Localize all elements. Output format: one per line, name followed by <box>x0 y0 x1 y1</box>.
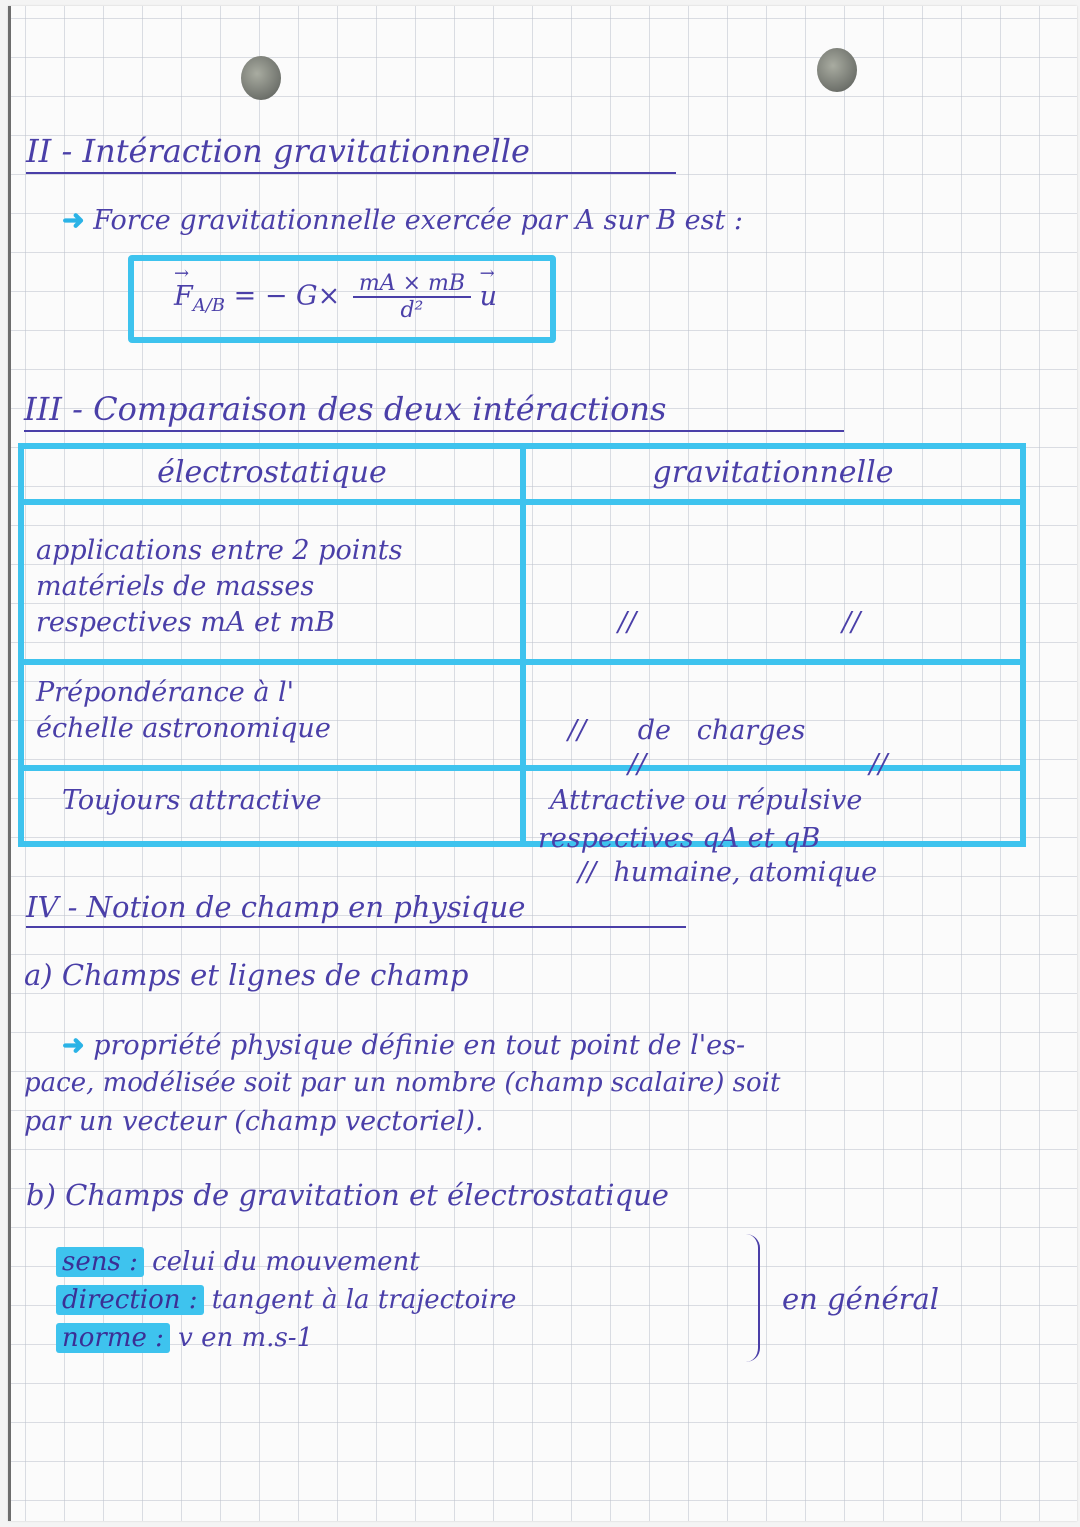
cell-line: // humaine, atomique <box>578 857 878 888</box>
punch-hole-right <box>817 48 857 92</box>
cell-line: // // <box>628 749 888 780</box>
cell-line: matériels de masses <box>36 571 315 602</box>
highlight-label: sens : <box>56 1247 144 1277</box>
section-2-intro <box>62 205 743 236</box>
cell-line: respectives mA et mB <box>36 607 335 638</box>
cell-line: // de charges <box>568 715 806 746</box>
formula-box <box>128 255 556 343</box>
subsection-b-title: b) Champs de gravitation et électrostatique <box>26 1178 669 1212</box>
property-direction <box>56 1285 516 1315</box>
arrow-right-icon: ➜ <box>62 205 85 236</box>
cell-line: applications entre 2 points <box>36 535 403 566</box>
intro-text: Force gravitationnelle exercée par A sur B est : <box>93 205 743 236</box>
definition-line-2: pace, modélisée soit par un nombre (champ scalaire) soit <box>24 1068 781 1098</box>
brace-note: en général <box>782 1282 940 1316</box>
curly-brace-icon <box>740 1234 760 1362</box>
cell-line: Attractive ou répulsive <box>550 785 863 816</box>
cell-line: // // <box>618 607 861 638</box>
comparison-table <box>18 443 1026 888</box>
force-vector: → F <box>174 281 193 312</box>
cell-line: respectives qA et qB <box>538 823 821 854</box>
section-2-title: II - Intéraction gravitationnelle <box>26 132 676 174</box>
section-3-title: III - Comparaison des deux intéractions <box>24 390 844 432</box>
table-header-electrostatic: électrostatique <box>24 449 526 505</box>
numerator: mA × mB <box>353 271 471 298</box>
cell-line: Prépondérance à l' <box>36 677 295 708</box>
property-sens <box>56 1247 420 1277</box>
definition-line-3: par un vecteur (champ vectoriel). <box>24 1106 484 1137</box>
subsection-a-title: a) Champs et lignes de champ <box>24 958 469 992</box>
gravitational-force-formula <box>174 271 497 323</box>
property-text: celui du mouvement <box>152 1247 420 1277</box>
unit-vector: → u <box>480 281 497 312</box>
table-cell <box>24 505 526 665</box>
property-norme <box>56 1323 313 1353</box>
cell-line: échelle astronomique <box>36 713 331 744</box>
table-cell <box>24 665 526 771</box>
punch-hole-left <box>241 56 281 100</box>
table-cell <box>526 771 1020 841</box>
property-text: v en m.s-1 <box>178 1323 314 1353</box>
fraction <box>353 271 471 323</box>
formula-middle: = − G× <box>233 280 341 312</box>
force-subscript: A/B <box>192 294 226 316</box>
cell-line: Toujours attractive <box>62 785 322 816</box>
highlight-label: direction : <box>56 1285 204 1315</box>
property-text: tangent à la trajectoire <box>211 1285 517 1315</box>
section-4-title: IV - Notion de champ en physique <box>26 890 686 928</box>
highlight-label: norme : <box>56 1323 170 1353</box>
arrow-right-icon: ➜ <box>62 1030 85 1061</box>
definition-line-1 <box>62 1030 745 1061</box>
table-header-gravitational: gravitationnelle <box>526 449 1020 505</box>
table-cell <box>24 771 526 841</box>
denominator: d² <box>400 298 424 323</box>
definition-text: propriété physique définie en tout point de l'es- <box>93 1030 746 1061</box>
